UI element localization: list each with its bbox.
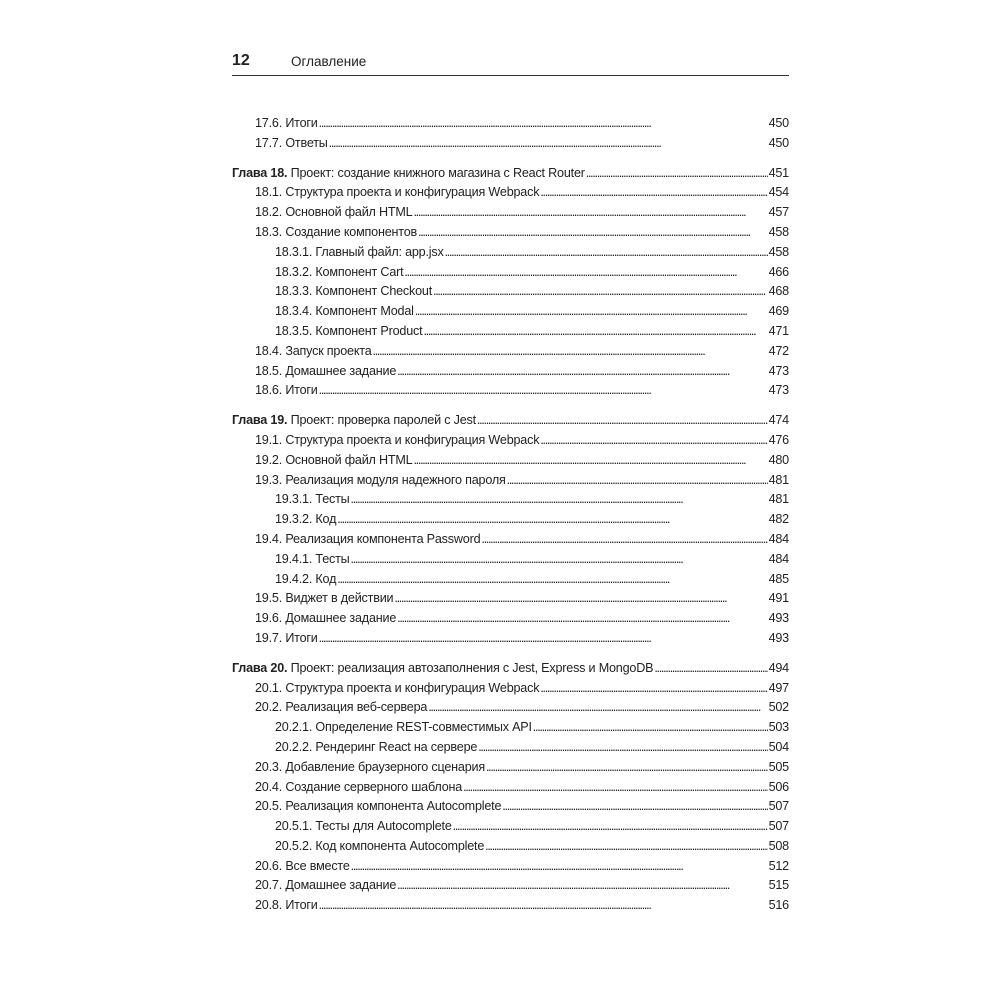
toc-entry[interactable]: [232, 797, 789, 817]
entry-text: Проект: проверка паролей с Jest: [287, 413, 476, 428]
entry-page-number: 473: [768, 383, 789, 398]
entry-page-number: 493: [768, 630, 789, 645]
entry-title: [255, 589, 393, 609]
toc-entry[interactable]: [232, 698, 789, 718]
entry-page-number: 507: [768, 799, 789, 814]
entry-number: 19.7.: [255, 630, 283, 645]
entry-title: [255, 431, 539, 451]
entry-title: [255, 362, 396, 382]
entry-title: [275, 302, 414, 322]
entry-title: [275, 282, 432, 302]
entry-page-number: 503: [768, 720, 789, 735]
entry-number: 19.1.: [255, 432, 283, 447]
toc-entry[interactable]: [232, 431, 789, 451]
entry-text: Код: [312, 512, 337, 527]
toc-entry[interactable]: [232, 550, 789, 570]
entry-text: Виджет в действии: [282, 591, 394, 606]
entry-page-number: 502: [768, 700, 789, 715]
entry-page-number: 457: [768, 205, 789, 220]
entry-text: Все вместе: [282, 858, 350, 873]
entry-page-number: 476: [768, 432, 789, 447]
entry-page-number: 450: [768, 116, 789, 130]
entry-title: [255, 797, 501, 817]
entry-text: Компонент Cart: [312, 264, 404, 279]
entry-number: 18.3.1.: [275, 244, 313, 259]
entry-page-number: 469: [768, 304, 789, 319]
toc-group: [232, 659, 789, 916]
entry-number: 20.8.: [255, 898, 283, 913]
entry-title: [232, 411, 476, 431]
dot-leader: [502, 797, 767, 817]
toc-chapter-entry[interactable]: [232, 659, 789, 679]
entry-text: Структура проекта и конфигурация Webpack: [282, 432, 540, 447]
dot-leader: [478, 738, 767, 758]
dot-leader: [413, 203, 767, 223]
toc-group: [232, 164, 789, 402]
entry-page-number: 506: [768, 779, 789, 794]
entry-number: 19.5.: [255, 591, 283, 606]
entry-page-number: 458: [768, 244, 789, 259]
entry-page-number: 515: [768, 878, 789, 893]
toc-entry[interactable]: [232, 322, 789, 342]
toc-entry[interactable]: [232, 362, 789, 382]
entry-page-number: 466: [768, 264, 789, 279]
entry-number: 17.6.: [255, 116, 283, 130]
dot-leader: [453, 817, 768, 837]
entry-text: Компонент Checkout: [312, 284, 433, 299]
toc-entry[interactable]: [232, 183, 789, 203]
toc-entry[interactable]: [232, 896, 789, 916]
dot-leader: [397, 362, 767, 382]
entry-title: [232, 659, 653, 679]
entry-number: 18.3.5.: [275, 323, 313, 338]
dot-leader: [351, 550, 768, 570]
entry-title: [255, 778, 462, 798]
entry-title: [275, 718, 532, 738]
entry-title: [275, 490, 350, 510]
entry-text: Реализация модуля надежного пароля: [282, 472, 506, 487]
dot-leader: [428, 698, 767, 718]
page-header: [232, 52, 789, 76]
entry-title: [255, 134, 328, 154]
entry-title: [255, 183, 539, 203]
dot-leader: [507, 471, 768, 491]
dot-leader: [463, 778, 768, 798]
toc-entry[interactable]: [232, 609, 789, 629]
dot-leader: [351, 857, 768, 877]
dot-leader: [540, 183, 767, 203]
entry-page-number: 458: [768, 224, 789, 239]
entry-text: Основной файл HTML: [282, 452, 413, 467]
entry-number: 19.4.: [255, 531, 283, 546]
toc-entry[interactable]: [232, 223, 789, 243]
toc-entry[interactable]: [232, 471, 789, 491]
entry-title: [232, 164, 585, 184]
toc-entry[interactable]: [232, 282, 789, 302]
entry-title: [275, 510, 336, 530]
dot-leader: [433, 282, 768, 302]
dot-leader: [397, 876, 767, 896]
entry-number: 18.3.3.: [275, 284, 313, 299]
entry-title: [275, 738, 477, 758]
entry-text: Тесты: [312, 492, 350, 507]
toc-entry[interactable]: [232, 342, 789, 362]
dot-leader: [413, 451, 767, 471]
entry-number: 20.2.1.: [275, 720, 313, 735]
toc-entry[interactable]: [232, 381, 789, 401]
entry-title: [255, 679, 539, 699]
dot-leader: [337, 570, 767, 590]
entry-number: 18.6.: [255, 383, 283, 398]
toc-entry[interactable]: [232, 510, 789, 530]
entry-page-number: 481: [768, 492, 789, 507]
entry-number: Глава 18.: [232, 165, 288, 180]
dot-leader: [540, 431, 767, 451]
dot-leader: [586, 164, 768, 184]
dot-leader: [445, 243, 768, 263]
entry-text: Запуск проекта: [282, 343, 372, 358]
dot-leader: [319, 629, 768, 649]
entry-number: 20.2.: [255, 700, 283, 715]
entry-page-number: 484: [768, 551, 789, 566]
entry-page-number: 474: [768, 413, 789, 428]
toc-entry[interactable]: [232, 302, 789, 322]
running-title: Оглавление: [291, 54, 367, 69]
entry-text: Компонент Product: [312, 323, 423, 338]
entry-page-number: 512: [768, 858, 789, 873]
dot-leader: [654, 659, 767, 679]
table-of-contents: [232, 114, 789, 926]
entry-page-number: 485: [768, 571, 789, 586]
entry-title: [255, 896, 318, 916]
toc-entry[interactable]: [232, 570, 789, 590]
page-number: 12: [232, 52, 250, 69]
toc-entry[interactable]: [232, 857, 789, 877]
toc-entry[interactable]: [232, 243, 789, 263]
entry-page-number: 451: [768, 165, 789, 180]
dot-leader: [319, 381, 768, 401]
entry-text: Код: [312, 571, 337, 586]
entry-number: 18.4.: [255, 343, 283, 358]
toc-entry[interactable]: [232, 679, 789, 699]
entry-title: [275, 322, 422, 342]
entry-text: Компонент Modal: [312, 304, 414, 319]
toc-entry[interactable]: [232, 778, 789, 798]
toc-entry[interactable]: [232, 203, 789, 223]
toc-entry[interactable]: [232, 718, 789, 738]
entry-page-number: 494: [768, 660, 789, 675]
entry-page-number: 481: [768, 472, 789, 487]
toc-entry[interactable]: [232, 876, 789, 896]
entry-number: 20.6.: [255, 858, 283, 873]
entry-title: [255, 530, 480, 550]
entry-title: [255, 203, 412, 223]
entry-number: 20.2.2.: [275, 739, 313, 754]
entry-title: [275, 570, 336, 590]
entry-page-number: 504: [768, 739, 789, 754]
entry-page-number: 516: [768, 898, 789, 913]
entry-title: [255, 223, 417, 243]
entry-number: 19.3.2.: [275, 512, 313, 527]
dot-leader: [329, 134, 768, 154]
entry-text: Домашнее задание: [282, 611, 397, 626]
dot-leader: [423, 322, 767, 342]
entry-number: 20.3.: [255, 759, 283, 774]
entry-text: Итоги: [282, 630, 318, 645]
entry-page-number: 468: [768, 284, 789, 299]
dot-leader: [397, 609, 767, 629]
entry-number: 17.7.: [255, 135, 283, 150]
dot-leader: [415, 302, 768, 322]
entry-page-number: 471: [768, 323, 789, 338]
entry-text: Домашнее задание: [282, 363, 397, 378]
entry-page-number: 480: [768, 452, 789, 467]
toc-entry[interactable]: [232, 589, 789, 609]
entry-page-number: 484: [768, 531, 789, 546]
toc-entry[interactable]: [232, 738, 789, 758]
entry-title: [255, 114, 318, 134]
entry-text: Домашнее задание: [282, 878, 397, 893]
toc-group: [232, 411, 789, 649]
entry-page-number: 508: [768, 838, 789, 853]
entry-text: Основной файл HTML: [282, 205, 413, 220]
entry-number: 18.5.: [255, 363, 283, 378]
toc-chapter-entry[interactable]: [232, 164, 789, 184]
entry-number: 20.7.: [255, 878, 283, 893]
entry-title: [255, 857, 350, 877]
entry-page-number: 505: [768, 759, 789, 774]
entry-text: Главный файл: app.jsx: [312, 244, 444, 259]
entry-title: [275, 550, 350, 570]
entry-page-number: 472: [768, 343, 789, 358]
toc-entry[interactable]: [232, 451, 789, 471]
dot-leader: [418, 223, 768, 243]
entry-page-number: 473: [768, 363, 789, 378]
entry-number: 19.4.1.: [275, 551, 313, 566]
entry-text: Реализация компонента Autocomplete: [282, 799, 502, 814]
dot-leader: [337, 510, 767, 530]
toc-entry[interactable]: [232, 263, 789, 283]
entry-number: 20.1.: [255, 680, 283, 695]
entry-text: Создание серверного шаблона: [282, 779, 463, 794]
entry-text: Тесты: [312, 551, 350, 566]
dot-leader: [533, 718, 768, 738]
toc-entry[interactable]: [232, 817, 789, 837]
dot-leader: [485, 837, 767, 857]
entry-number: 18.1.: [255, 185, 283, 200]
entry-title: [275, 243, 444, 263]
entry-page-number: 454: [768, 185, 789, 200]
entry-page-number: 482: [768, 512, 789, 527]
toc-entry[interactable]: [232, 530, 789, 550]
entry-text: Реализация компонента Password: [282, 531, 481, 546]
entry-number: 18.3.: [255, 224, 283, 239]
entry-text: Итоги: [282, 898, 318, 913]
toc-entry[interactable]: [232, 837, 789, 857]
entry-title: [255, 876, 396, 896]
dot-leader: [394, 589, 767, 609]
entry-number: 19.4.2.: [275, 571, 313, 586]
entry-text: Структура проекта и конфигурация Webpack: [282, 185, 540, 200]
entry-number: 18.3.2.: [275, 264, 313, 279]
entry-number: 20.5.: [255, 799, 283, 814]
entry-title: [255, 698, 427, 718]
entry-title: [275, 817, 452, 837]
dot-leader: [319, 896, 768, 916]
toc-entry[interactable]: [232, 629, 789, 649]
entry-title: [255, 629, 318, 649]
entry-page-number: 491: [768, 591, 789, 606]
entry-title: [255, 342, 372, 362]
dot-leader: [486, 758, 768, 778]
entry-title: [255, 471, 506, 491]
toc-group: [232, 114, 789, 154]
toc-chapter-entry[interactable]: [232, 411, 789, 431]
entry-number: 20.5.2.: [275, 838, 313, 853]
entry-number: 19.3.1.: [275, 492, 313, 507]
dot-leader: [373, 342, 768, 362]
entry-text: Итоги: [282, 116, 318, 130]
entry-number: 18.3.4.: [275, 304, 313, 319]
entry-text: Рендеринг React на сервере: [312, 739, 478, 754]
entry-page-number: 497: [768, 680, 789, 695]
entry-number: 19.2.: [255, 452, 283, 467]
entry-text: Ответы: [282, 135, 328, 150]
entry-text: Создание компонентов: [282, 224, 417, 239]
entry-number: 19.3.: [255, 472, 283, 487]
toc-entry[interactable]: [232, 134, 789, 154]
dot-leader: [404, 263, 767, 283]
entry-text: Реализация веб-сервера: [282, 700, 428, 715]
entry-text: Тесты для Autocomplete: [312, 819, 452, 834]
entry-title: [275, 263, 403, 283]
entry-text: Итоги: [282, 383, 318, 398]
entry-title: [255, 609, 396, 629]
dot-leader: [540, 679, 767, 699]
entry-number: Глава 20.: [232, 660, 288, 675]
entry-number: 19.6.: [255, 611, 283, 626]
entry-page-number: 493: [768, 611, 789, 626]
entry-text: Проект: реализация автозаполнения с Jest, Express и MongoDB: [287, 660, 654, 675]
entry-text: Определение REST-совместимых API: [312, 720, 532, 735]
entry-title: [255, 758, 485, 778]
toc-entry[interactable]: [232, 758, 789, 778]
toc-entry[interactable]: [232, 490, 789, 510]
entry-number: Глава 19.: [232, 413, 288, 428]
entry-number: 20.5.1.: [275, 819, 313, 834]
entry-page-number: 507: [768, 819, 789, 834]
entry-title: [255, 451, 412, 471]
entry-title: [255, 381, 318, 401]
entry-text: Проект: создание книжного магазина с React Router: [287, 165, 585, 180]
dot-leader: [481, 530, 767, 550]
entry-number: 18.2.: [255, 205, 283, 220]
entry-number: 20.4.: [255, 779, 283, 794]
entry-page-number: 450: [768, 135, 789, 150]
dot-leader: [477, 411, 768, 431]
entry-text: Структура проекта и конфигурация Webpack: [282, 680, 540, 695]
entry-title: [275, 837, 484, 857]
entry-text: Код компонента Autocomplete: [312, 838, 485, 853]
dot-leader: [351, 490, 768, 510]
toc-entry[interactable]: [232, 114, 789, 134]
entry-text: Добавление браузерного сценария: [282, 759, 485, 774]
dot-leader: [319, 114, 768, 134]
